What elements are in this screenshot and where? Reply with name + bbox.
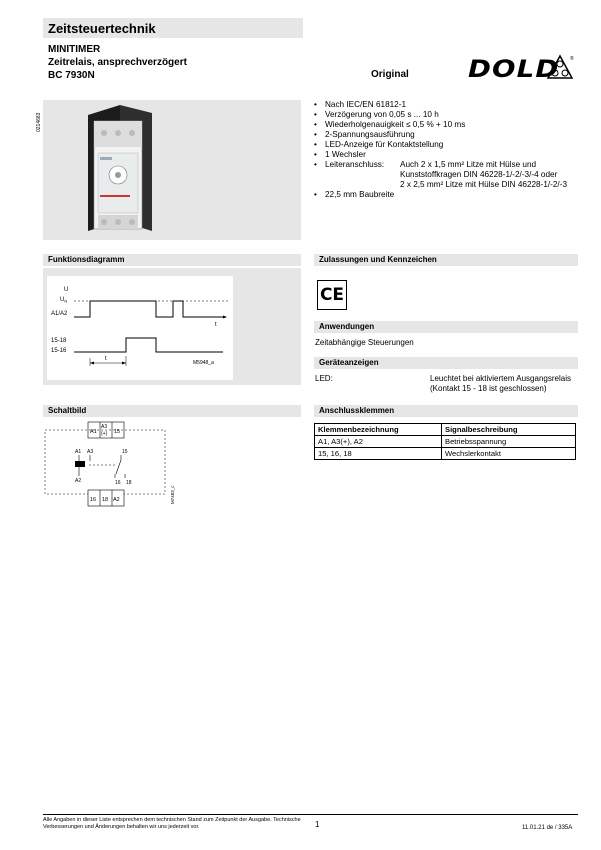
feature-item: • Wiederholgenauigkeit ≤ 0,5 % + 10 ms [314,120,584,130]
connection-label: Leiteranschluss: [325,160,385,169]
section-title: Anschlussklemmen [319,406,395,415]
date-code: 11.01.21 de / 335A [522,825,573,831]
terminal-a1-top: A1 [90,429,97,435]
feature-list [314,100,584,200]
coil-a2: A2 [75,478,82,484]
section-title: Anwendungen [319,322,375,331]
label-un: U [60,297,65,303]
coil-a1: A1 [75,449,82,455]
terminal-16-bottom: 16 [90,497,97,503]
applications-text: Zeitabhängige Steuerungen [315,338,414,347]
function-diagram [43,268,301,385]
terminal-a3-top: A3 [101,424,108,430]
product-line: MINITIMER [48,44,101,55]
feature-item: • LED-Anzeige für Kontaktstellung [314,140,584,150]
original-label: Original [371,69,409,80]
connection-text [400,160,567,190]
indicator-label: LED: [315,374,333,383]
contact-16: 16 [115,480,121,486]
feature-item: • Nach IEC/EN 61812-1 [314,100,584,110]
category-title: Zeitsteuertechnik [48,21,156,36]
feature-item: • Verzögerung von 0,05 s ... 10 h [314,110,584,120]
section-title: Geräteanzeigen [319,358,379,367]
relay-photo [80,103,165,238]
table-cell: Wechslerkontakt [442,448,576,460]
table-row [315,448,576,460]
terminal-a2-bottom: A2 [113,497,120,503]
connection-line: Auch 2 x 1,5 mm² Litze mit Hülse und [400,160,537,169]
section-header-applications [314,321,578,333]
ce-mark-icon: CE [317,280,347,310]
label-t-axis: t [215,322,217,328]
section-title: Zulassungen und Kennzeichen [319,255,437,264]
feature-item: • 2-Spannungsausführung [314,130,584,140]
label-u: U [64,287,69,293]
feature-item-connection [314,160,584,190]
page-number: 1 [315,820,320,829]
label-t-delay: t [105,356,107,362]
table-row [315,436,576,448]
category-band [43,18,303,38]
label-a1a2: A1/A2 [51,311,68,317]
section-header-function [43,254,301,266]
indicator-description [430,374,571,394]
photo-id: 0214683 [36,112,42,132]
table-cell: Betriebsspannung [442,436,576,448]
disclaimer-line: Verbesserungen und Änderungen behalten wir uns jederzeit vor. [43,824,200,830]
product-description: Zeitrelais, ansprechverzögert [48,57,187,68]
section-header-indicators [314,357,578,369]
table-cell: A1, A3(+), A2 [315,436,442,448]
dold-logo: DOLD [468,55,560,83]
indicator-line: Leuchtet bei aktiviertem Ausgangsrelais [430,374,571,383]
terminal-15-top: 15 [114,429,121,435]
terminal-18-bottom: 18 [102,497,109,503]
indicator-line: (Kontakt 15 - 18 ist geschlossen) [430,384,547,393]
contact-15: 15 [122,449,128,455]
contact-18: 18 [126,480,132,486]
section-header-circuit [43,405,301,417]
product-code: BC 7930N [48,70,95,81]
diagram-code: M5948_a [193,360,214,366]
section-header-terminals [314,405,578,417]
triangle-logo-icon [546,54,574,82]
label-un-sub: N [64,298,68,304]
table-header-cell: Klemmenbezeichnung [315,424,442,436]
section-header-approvals [314,254,578,266]
footer-rule [43,814,578,815]
section-title: Schaltbild [48,406,87,415]
feature-item: • 1 Wechsler [314,150,584,160]
disclaimer-line: Alle Angaben in dieser Liste entsprechen dem technischen Stand zum Zeitpunkt der Ausgabe. Technische [43,817,301,823]
table-header-cell: Signalbeschreibung [442,424,576,436]
section-title: Funktionsdiagramm [48,255,125,264]
table-header-row [315,424,576,436]
terminal-plus-top: (+) [101,431,108,437]
svg-text:®: ® [570,56,574,62]
connection-line: 2 x 2,5 mm² Litze mit Hülse DIN 46228-1/-2/-3 [400,180,567,189]
table-cell: 15, 16, 18 [315,448,442,460]
circuit-code: M7483_c [170,485,175,504]
coil-a3: A3 [87,449,94,455]
circuit-diagram [43,418,203,510]
footer-disclaimer [43,817,301,831]
label-1516: 15-16 [51,348,67,354]
terminal-table [314,423,576,460]
connection-line: Kunststoffkragen DIN 46228-1/-2/-3/-4 oder [400,170,558,179]
svg-text:UN [60,297,67,304]
feature-item: • 22,5 mm Baubreite [314,190,584,200]
label-1518: 15-18 [51,338,67,344]
